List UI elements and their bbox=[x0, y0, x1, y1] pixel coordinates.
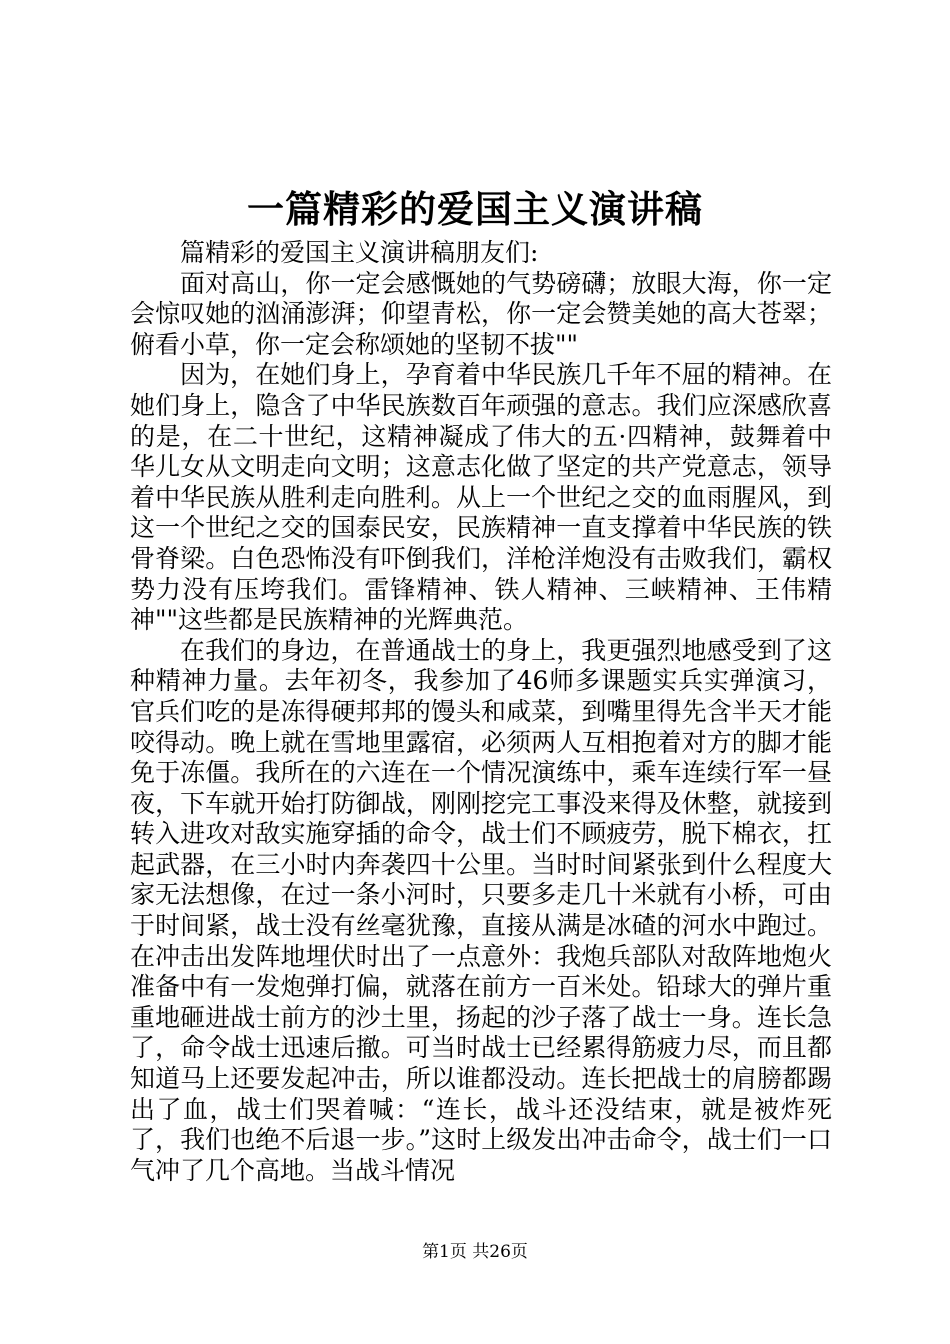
document-title: 一篇精彩的爱国主义演讲稿 bbox=[247, 187, 703, 231]
paragraph-salutation: 篇精彩的爱国主义演讲稿朋友们: bbox=[180, 238, 539, 267]
paragraph-3: 在我们的身边，在普通战士的身上，我更强烈地感受到了这种精神力量。去年初冬，我参加了46师多课题实兵实弹演习，官兵们吃的是冻得硬邦邦的馒头和咸菜，到嘴里得先含半天才能咬得动。晚上就在雪地里露宿，必须两人互相抱着对方的脚才能免于冻僵。我所在的六连在一个情况演练中，乘车连续行军一昼夜，下车就开始打防御战，刚刚挖完工事没来得及休整，就接到转入进攻对敌实施穿插的命令，战士们不顾疲劳，脱下棉衣，扛起武器，在三小时内奔袭四十公里。当时时间紧张到什么程度大家无法想像，在过一条小河时，只要多走几十米就有小桥，可由于时间紧，战士没有丝毫犹豫，直接从满是冰碴的河水中跑过。在冲击出发阵地埋伏时出了一点意外：我炮兵部队对敌阵地炮火准备中有一发炮弹打偏，就落在前方一百米处。铅球大的弹片重重地砸进战士前方的沙土里，扬起的沙子落了战士一身。连长急了，命令战士迅速后撤。可当时战士已经累得筋疲力尽，而且都知道马上还要发起冲击，所以谁都没动。连长把战士的肩膀都踢出了血，战士们哭着喊：“连长，战斗还没结束，就是被炸死了，我们也绝不后退一步。”这时上级发出冲击命令，战士们一口气冲了几个高地。当战斗情况 bbox=[130, 635, 832, 1185]
document-body bbox=[130, 238, 832, 1186]
paragraph-1: 面对高山，你一定会感慨她的气势磅礴；放眼大海，你一定会惊叹她的汹涌澎湃；仰望青松，你一定会赞美她的高大苍翠；俯看小草，你一定会称颂她的坚韧不拔"" bbox=[130, 268, 832, 359]
page-footer: 第1页 共26页 bbox=[422, 1242, 528, 1262]
paragraph-2: 因为，在她们身上，孕育着中华民族几千年不屈的精神。在她们身上，隐含了中华民族数百年顽强的意志。我们应深感欣喜的是，在二十世纪，这精神凝成了伟大的五·四精神，鼓舞着中华儿女从文明走向文明；这意志化做了坚定的共产党意志，领导着中华民族从胜利走向胜利。从上一个世纪之交的血雨腥风，到这一个世纪之交的国泰民安，民族精神一直支撑着中华民族的铁骨脊梁。白色恐怖没有吓倒我们，洋枪洋炮没有击败我们，霸权势力没有压垮我们。雷锋精神、铁人精神、三峡精神、王伟精神""这些都是民族精神的光辉典范。 bbox=[130, 360, 832, 635]
